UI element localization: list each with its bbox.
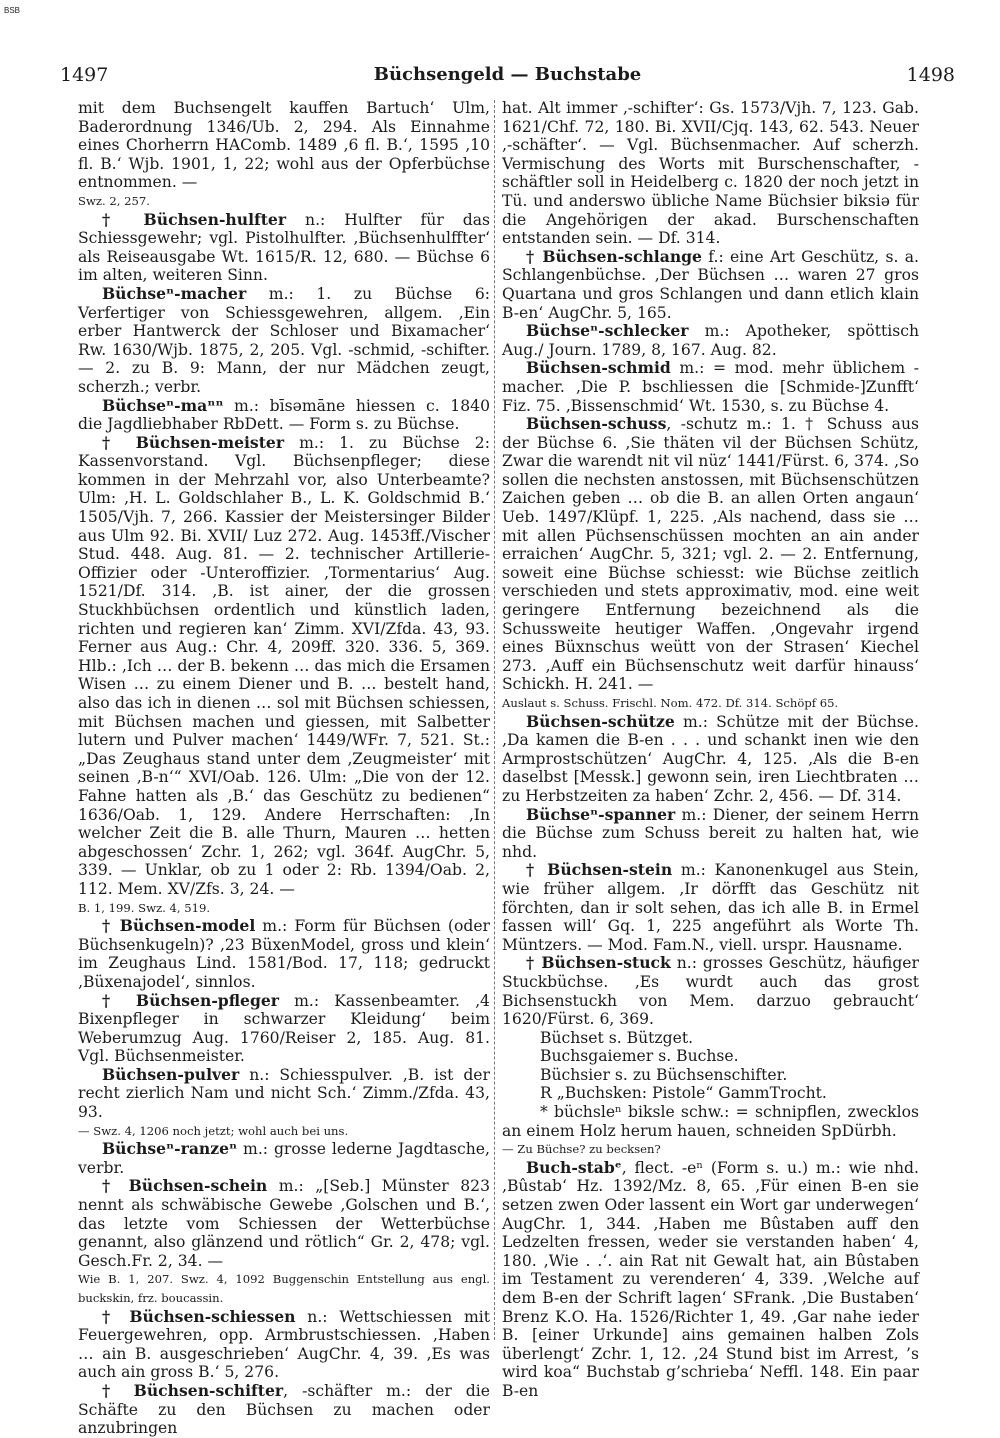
dictionary-entry [78, 1122, 490, 1141]
entry-text: m.: „[Seb.] Münster 823 nennt als schwäbische Gewebe ‚Golschen und B.‘, das letzte vom Schiessen der Wetterbüchse genannt, also glänzend und rötlich“ Gr. 2, 478; vgl. Gesch.Fr. 2, 34. — [78, 1177, 490, 1270]
dictionary-entry [502, 954, 919, 1028]
entry-text: Swz. 2, 257. [78, 193, 150, 208]
dictionary-entry [502, 1047, 919, 1066]
page-number-left: 1497 [60, 64, 109, 86]
entry-text: Büchsier s. zu Büchsenschifter. [540, 1065, 788, 1084]
dictionary-entry [502, 1140, 919, 1159]
entry-text: Büchset s. Bützget. [540, 1028, 694, 1047]
entry-text: * büchsleⁿ biksle schw.: = schnipflen, zwecklos an einem Holz herum hauen, schneiden SpDürbh. [502, 1103, 919, 1140]
dictionary-entry [502, 1029, 919, 1048]
dictionary-entry [502, 415, 919, 694]
entry-headword: † Büchsen-schiessen [102, 1306, 296, 1326]
dictionary-entry [78, 899, 490, 918]
dictionary-entry [502, 1103, 919, 1140]
entry-text: R „Buchsken: Pistole“ GammTrocht. [540, 1084, 827, 1103]
dictionary-entry [78, 397, 490, 434]
dictionary-entry [78, 1382, 490, 1438]
entry-headword: Büchsen-schütze [526, 711, 675, 731]
entry-text: m.: 1. zu Büchse 6: Verfertiger von Schiessgewehren, allgem. ‚Ein erber Hantwerck der Schloser und Bixamacher‘ Rw. 1630/Wjb. 1875, 2, 205. Vgl. -schmid, -schifter. — 2. zu B. 9: Mann, der nur Mädchen zeugt, scherzh.; verbr. [78, 284, 490, 396]
entry-text: Wie B. 1, 207. Swz. 4, 1092 Buggenschin Entstellung aus engl. buckskin, frz. boucassin. [78, 1272, 490, 1305]
entry-text: n.: Schiesspulver. ‚B. ist der recht zierlich Nam und nicht Sch.‘ Zimm./Zfda. 43, 93. [78, 1065, 490, 1122]
entry-headword: Büchseⁿ-schlecker [526, 321, 689, 341]
entry-headword: Büchsen-pulver [102, 1064, 240, 1084]
dictionary-entry [78, 1140, 490, 1177]
dictionary-entry [78, 1066, 490, 1122]
entry-text: m.: Kanonenkugel aus Stein, wie früher allgem. ‚Ir dörfft das Geschütz nit förchten, dan ir solt sehen, das ich alle B. in Ermel fassen will‘ Gq. 1, 225 angeführt als Worte Th. Müntzers. — Mod. Fam.N., viell. urspr. Hausname. [502, 861, 919, 954]
running-title: Büchsengeld — Buchstabe [373, 64, 642, 85]
dictionary-entry [78, 192, 490, 211]
dictionary-entry [78, 1270, 490, 1307]
entry-text: Auslaut s. Schuss. Frischl. Nom. 472. Df. 314. Schöpf 65. [502, 696, 839, 710]
dictionary-entry [502, 1066, 919, 1085]
entry-text: — Swz. 4, 1206 noch jetzt; wohl auch bei uns. [78, 1123, 349, 1138]
entry-headword: Büchseⁿ-spanner [526, 804, 676, 824]
dictionary-entry [502, 1159, 919, 1401]
entry-headword: † Büchsen-stuck [526, 953, 671, 973]
dictionary-entry [78, 1308, 490, 1382]
left-column [78, 99, 490, 1438]
page-header [60, 64, 955, 90]
entry-headword: Büchsen-schuss [526, 414, 667, 434]
entry-text: m.: bīsəmāne hiessen c. 1840 die Jagdliebhaber RbDett. — Form s. zu Büchse. [78, 396, 490, 434]
column-divider [494, 100, 495, 1340]
entry-headword: † Büchsen-pfleger [102, 990, 279, 1010]
entry-headword: † Büchsen-stein [526, 860, 673, 880]
entry-headword: Büchseⁿ-ranzeⁿ [102, 1139, 238, 1159]
page-number-right: 1498 [906, 64, 955, 86]
dictionary-entry [502, 359, 919, 415]
entry-text: , -schutz m.: 1. † Schuss aus der Büchse 6. ‚Sie thäten vil der Büchsen Schütz, Zwar die warendt nit vil nüz‘ 1441/Fürst. 6, 374. ‚So sollen die nechsten anstossen, mit Büchsenschützen Zaichen geben … ob die B. an allen Orten angaun‘ Ueb. 1497/Klüpf. 1, 225. ‚Als nachend, dass sie … mit allen Püchsenschüssen mochten an ain ander erraichen‘ AugChr. 5, 321; vgl. 2. — 2. Entfernung, soweit eine Büchse schiesst: wie Büchse zeitlich verschieden und stets approximativ, mod. eine weit geringere Entfernung bezeichnend als die Schussweite heutiger Waffen. ‚Ongevahr irgend eines Büxnschus weütt von der Strasen‘ Kiechel 273. ‚Auff ein Büchsenschutz weit darfür hinauss‘ Schickh. H. 241. — [502, 415, 919, 694]
dictionary-entry [78, 1177, 490, 1270]
entry-text: m.: Diener, der seinem Herrn die Büchse zum Schuss bereit zu halten hat, wie nhd. [502, 805, 919, 861]
entry-text: B. 1, 199. Swz. 4, 519. [78, 900, 211, 915]
entry-text: n.: Wettschiessen mit Feuergewehren, opp. Armbrustschiessen. ‚Haben … ain B. ausgeschrieben‘ AugChr. 4, 39. ‚Es was auch ain gross B.‘ 5, 276. [78, 1307, 491, 1382]
entry-text: — Zu Büchse? zu becksen? [502, 1142, 661, 1157]
dictionary-entry [502, 1084, 919, 1103]
entry-text: f.: eine Art Geschütz, s. a. Schlangenbüchse. ‚Der Büchsen … waren 27 gros Quartana und gros Schlangen und dann etlich klain B-en‘ AugChr. 5, 165. [502, 247, 919, 322]
entry-headword: † Büchsen-meister [102, 432, 285, 452]
entry-text: , flect. -eⁿ (Form s. u.) m.: wie nhd. ‚Bûstab‘ Hz. 1392/Mz. 8, 65. ‚Für einen B-en sie setzen zwen Oder lassent ein Wort gar underwegen‘ AugChr. 1, 344. ‚Haben me Bûstaben auff den Ledzelten fressen, weder sie verstanden haben‘ 4, 180. ‚Wie . .‘. ain Rat nit Gewalt hat, ain Bûstaben im Testament zu verenderen‘ 4, 339. ‚Welche auf dem B-en der Schrift lagen‘ SFrank. ‚Die Bustaben‘ Brenz K.O. Ha. 1526/Richter 1, 49. ‚Gar nahe ieder B. [einer Urkunde] ains gemainen halben Zols überlengt‘ Zchr. 1, 12. ‚24 Stund bist im Arrest, ’s wird koa“ Buchstab g’schrieba‘ Neffl. 148. Ein paar B-en [502, 1158, 919, 1400]
dictionary-entry [502, 322, 919, 359]
dictionary-entry [502, 861, 919, 954]
entry-text: mit dem Buchsengelt kauffen Bartuch‘ Ulm, Baderordnung 1346/Ub. 2, 294. Als Einnahme eines Chorherrn HAComb. 1489 ‚6 fl. B.‘, 1595 ‚10 fl. B.‘ Wjb. 1901, 1, 22; wohl aus der Opferbüchse entnommen. — [78, 99, 490, 192]
entry-headword: Büchseⁿ-maⁿⁿ [102, 395, 224, 415]
dictionary-entry [78, 992, 490, 1066]
entry-headword: † Büchsen-schein [102, 1176, 268, 1196]
entry-headword: Buch-stabᵉ [526, 1157, 622, 1177]
entry-headword: † Büchsen-schifter [102, 1380, 284, 1400]
entry-text: m.: Kassenbeamter. ‚4 Bixenpfleger in schwarzer Kleidung‘ beim Weberumzug Aug. 1760/Reiser 2, 185. Aug. 81. Vgl. Büchsenmeister. [78, 991, 490, 1066]
entry-headword: † Büchsen-schlange [526, 246, 702, 266]
entry-text: Buchsgaiemer s. Buchse. [540, 1047, 739, 1066]
entry-text: m.: grosse lederne Jagdtasche, verbr. [78, 1140, 490, 1177]
entry-text: n.: Hulfter für das Schiessgewehr; vgl. Pistolhulfter. ‚Büchsenhulffter‘ als Reiseausgabe Wt. 1615/R. 12, 680. — Büchse 6 im alten, weiteren Sinn. [78, 210, 491, 285]
dictionary-entry [78, 99, 490, 192]
entry-headword: Büchsen-schmid [526, 358, 671, 378]
dictionary-entry [502, 806, 919, 862]
entry-text: m.: 1. zu Büchse 2: Kassenvorstand. Vgl. Büchsenpfleger; diese kommen in der Mehrzahl vor, also Unterbeamte? Ulm: ‚H. L. Goldschlaher B., L. K. Goldschmid B.‘ 1505/Vjh. 7, 266. Kassier der Meistersinger Bilder aus Ulm 92. Bi. XVII/ Luz 272. Aug. 1453ff./Vischer Stud. 448. Aug. 81. — 2. technischer Artillerie-Offizier oder -Unteroffizier. ‚Tormentarius‘ Aug. 1521/Df. 314. ‚B. ist ainer, der die grossen Stuckhbüchsen ordentlich und künstlich laden, richten und regieren kan‘ Zimm. XVI/Zfda. 43, 93. Ferner aus Aug.: Chr. 4, 209ff. 320. 336. 5, 369. Hlb.: ‚Ich … der B. bekenn … das mich die Ersamen Wisen … zu einem Diener und B. … bestelt hand, also das ich in dienen … sol mit Büchsen schiessen, mit Büchsen machen und giessen, mit Salbetter lutern und Pulver machen‘ 1449/WFr. 7, 521. St.: „Das Zeughaus stand unter dem ‚Zeugmeister‘ mit seinen ‚B-n‘“ XVI/Oab. 126. Ulm: „Die von der 12. Fahne hatten als ‚B.‘ das Geschütz zu bedienen“ 1636/Oab. 1, 129. Andere Herrschaften: ‚In welcher Zeit die B. alle Thurn, Mauren … hetten abgeschossen‘ Zchr. 1, 262; vgl. 364f. AugChr. 5, 339. — Unklar, ob zu 1 oder 2: Rb. 1394/Oab. 2, 112. Mem. XV/Zfs. 3, 24. — [78, 433, 490, 898]
entry-text: , -schäfter m.: der die Schäfte zu den Büchsen zu machen oder anzubringen [78, 1381, 491, 1438]
entry-text: m.: Form für Büchsen (oder Büchsenkugeln)? ‚23 BüxenModel, gross und klein‘ im Zeughaus Lind. 1581/Bod. 17, 118; gedruckt ‚Büxenajodel‘, sinnlos. [78, 917, 491, 991]
right-column [502, 99, 919, 1401]
entry-text: m.: Schütze mit der Büchse. ‚Da kamen die B-en . . . und schankt inen wie den Armprostschützen‘ AugChr. 4, 125. ‚Als die B-en daselbst [Messk.] gewonn sein, iren Liechtbraten … zu Herbstzeiten za haben‘ Zchr. 2, 456. — Df. 314. [502, 712, 919, 805]
dictionary-entry [78, 917, 490, 991]
entry-headword: Büchseⁿ-macher [102, 283, 247, 303]
dictionary-entry [502, 694, 919, 713]
entry-text: hat. Alt immer ‚-schifter‘: Gs. 1573/Vjh. 7, 123. Gab. 1621/Chf. 72, 180. Bi. XVII/Cjq. 143, 62. 543. Neuer ‚-schäfter‘. — Vgl. Büchsenmacher. Auf scherzh. Vermischung des Worts mit Burschenschafter, -schäftler soll in Heidelberg c. 1820 der noch jetzt in Tü. und anderswo übliche Name Büchsier biksiə für die Angehörigen der akad. Burschenschaften entstanden sein. — Df. 314. [502, 99, 919, 248]
dictionary-entry [502, 248, 919, 322]
dictionary-entry [78, 434, 490, 899]
entry-text: m.: = mod. mehr üblichem -macher. ‚Die P. bschliessen die [Schmide-]Zunfft‘ Fiz. 75. ‚Bissenschmid‘ Wt. 1530, s. zu Büchse 4. [502, 359, 919, 415]
dictionary-entry [78, 211, 490, 285]
entry-headword: † Büchsen-hulfter [102, 209, 287, 229]
entry-text: n.: grosses Geschütz, häufiger Stuckbüchse. ‚Es wurdt auch das grost Bichsenstuckh von Mem. darzuo gebraucht‘ 1620/Fürst. 6, 369. [502, 954, 919, 1029]
dictionary-entry [78, 285, 490, 397]
entry-text: m.: Apotheker, spöttisch Aug./ Journ. 1789, 8, 167. Aug. 82. [502, 322, 919, 359]
library-stamp: BSB [4, 6, 21, 15]
entry-headword: † Büchsen-model [102, 916, 256, 936]
dictionary-entry [502, 713, 919, 806]
dictionary-entry [502, 99, 919, 248]
